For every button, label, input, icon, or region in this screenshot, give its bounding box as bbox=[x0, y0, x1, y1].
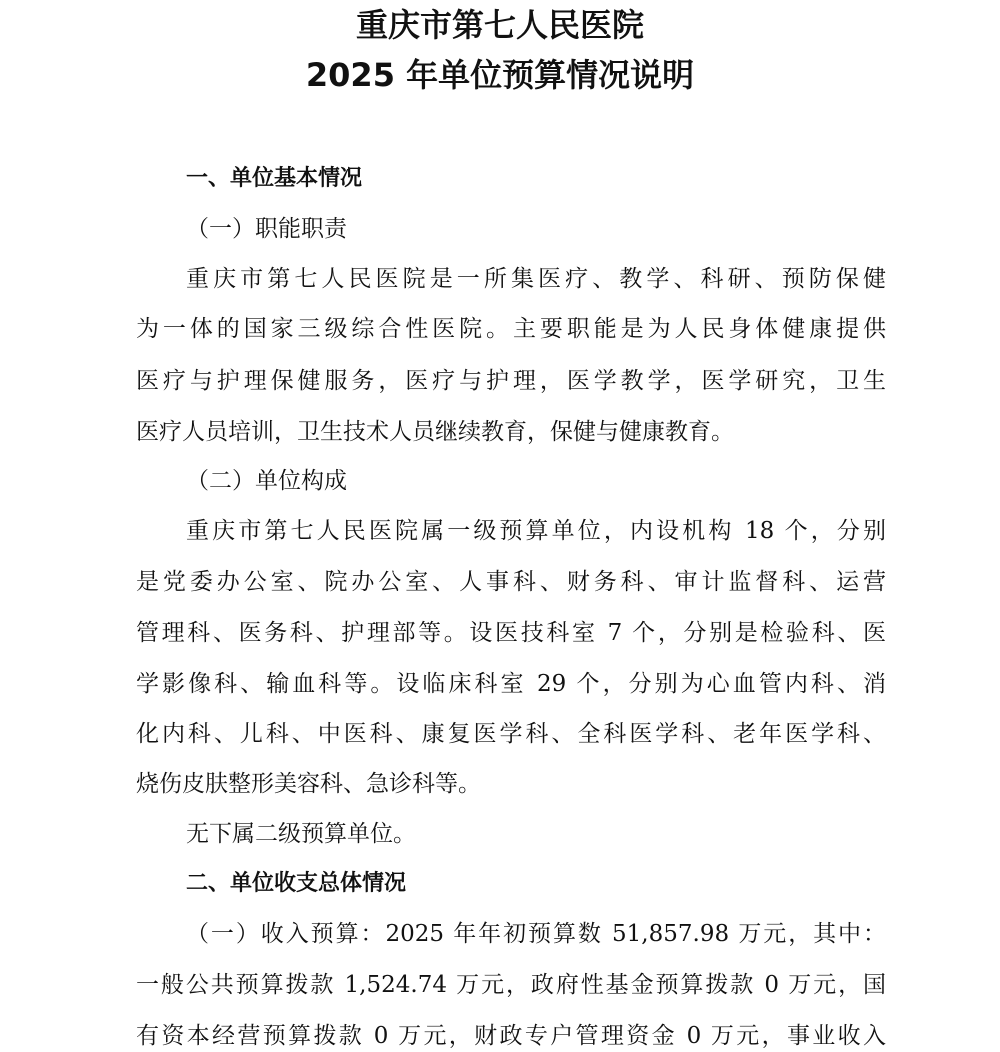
section1-sub2-note: 无下属二级预算单位。 bbox=[186, 821, 416, 847]
section2-heading: 二、单位收支总体情况 bbox=[186, 871, 407, 896]
document-title-line2: 2025 年单位预算情况说明 bbox=[305, 56, 695, 94]
paragraph-line: 为一体的国家三级综合性医院。主要职能是为人民身体健康提供 bbox=[136, 316, 886, 342]
paragraph-line: 有资本经营预算拨款 0 万元，财政专户管理资金 0 万元，事业收入 bbox=[136, 1023, 886, 1049]
paragraph-line: 是党委办公室、院办公室、人事科、财务科、审计监督科、运营 bbox=[136, 569, 886, 595]
paragraph-line: 医疗人员培训，卫生技术人员继续教育，保健与健康教育。 bbox=[136, 419, 734, 445]
paragraph-line: 化内科、儿科、中医科、康复医学科、全科医学科、老年医学科、 bbox=[136, 721, 886, 747]
document-title-line1: 重庆市第七人民医院 bbox=[355, 6, 644, 44]
section1-sub2-heading: （二）单位构成 bbox=[186, 468, 347, 494]
paragraph-line: （一）收入预算：2025 年年初预算数 51,857.98 万元，其中： bbox=[186, 921, 886, 947]
paragraph-line: 一般公共预算拨款 1,524.74 万元，政府性基金预算拨款 0 万元，国 bbox=[136, 972, 886, 998]
section1-sub1-heading: （一）职能职责 bbox=[186, 216, 347, 242]
section1-heading: 一、单位基本情况 bbox=[186, 166, 363, 191]
paragraph-line: 管理科、医务科、护理部等。设医技科室 7 个，分别是检验科、医 bbox=[136, 620, 886, 646]
paragraph-line: 重庆市第七人民医院是一所集医疗、教学、科研、预防保健 bbox=[186, 266, 886, 292]
paragraph-line: 医疗与护理保健服务，医疗与护理，医学教学，医学研究，卫生 bbox=[136, 368, 886, 394]
paragraph-line: 重庆市第七人民医院属一级预算单位，内设机构 18 个，分别 bbox=[186, 518, 886, 544]
paragraph-line: 烧伤皮肤整形美容科、急诊科等。 bbox=[136, 771, 481, 797]
paragraph-line: 学影像科、输血科等。设临床科室 29 个，分别为心血管内科、消 bbox=[136, 671, 886, 697]
